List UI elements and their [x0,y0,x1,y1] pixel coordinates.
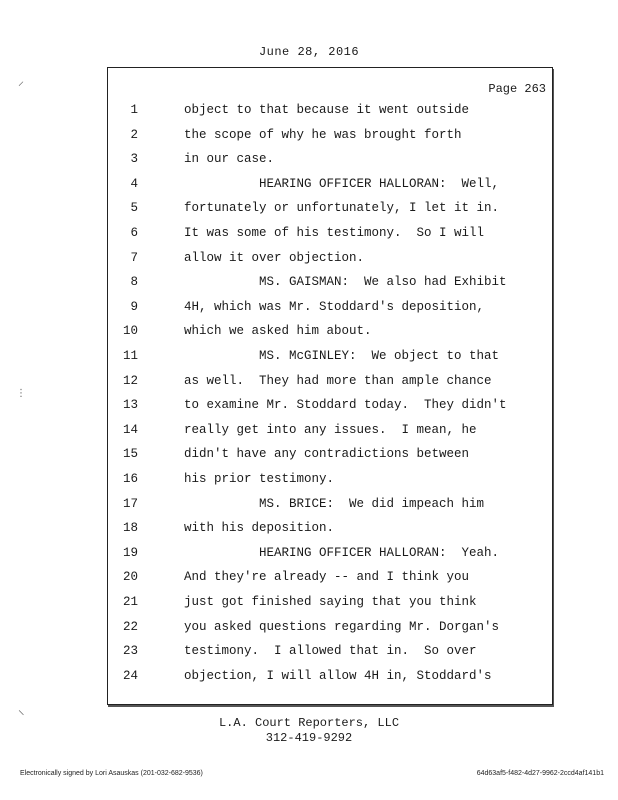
line-number: 13 [122,398,138,413]
line-number: 17 [122,496,138,511]
transcript-line [0,469,618,489]
line-text: fortunately or unfortunately, I let it in. [184,201,500,216]
line-number: 1 [130,103,138,117]
transcript-line [0,100,618,120]
line-number: 11 [122,349,138,363]
line-number: 8 [130,275,138,290]
transcript-line [0,125,618,145]
transcript-line [0,174,618,194]
line-number: 7 [130,250,138,265]
line-number: 14 [122,422,138,437]
transcript-line [0,494,618,514]
line-number: 12 [122,373,138,388]
line-number: 10 [122,324,138,339]
line-text: which we asked him about. [184,324,372,339]
line-number: 6 [130,226,138,240]
line-text: MS. McGINLEY: We object to that [184,349,500,363]
line-text: his prior testimony. [184,472,335,486]
transcript-line [0,321,618,341]
line-text: And they're already -- and I think you [184,570,470,585]
line-text: really get into any issues. I mean, he [184,422,477,437]
line-text: with his deposition. [184,521,335,536]
transcript-line [0,543,618,563]
line-number: 22 [122,619,138,634]
line-text: to examine Mr. Stoddard today. They didn't [184,398,507,413]
transcript-line [0,371,618,391]
line-number: 9 [130,299,138,314]
transcript-line [0,420,618,440]
transcript-line [0,149,618,169]
transcript-line [0,666,618,686]
electronic-signature: Electronically signed by Lori Asauskas (201-032-682-9536) [20,770,203,777]
transcript-line [0,592,618,612]
scan-mark-middle-icon: ⋮ [16,388,26,399]
line-number: 21 [122,595,138,609]
line-text: HEARING OFFICER HALLORAN: Well, [184,176,500,191]
line-text: object to that because it went outside [184,103,470,117]
line-text: you asked questions regarding Mr. Dorgan's [184,619,500,634]
scan-mark-top-icon: ⸝ [18,74,25,88]
court-reporter-phone: 312-419-9292 [265,731,353,745]
line-number: 23 [122,644,138,659]
line-text: HEARING OFFICER HALLORAN: Yeah. [184,545,500,560]
line-text: 4H, which was Mr. Stoddard's deposition, [184,299,485,314]
line-text: MS. BRICE: We did impeach him [184,496,485,511]
scan-mark-bottom-icon: ⸜ [18,703,25,718]
line-text: just got finished saying that you think [184,595,477,609]
transcript-line [0,518,618,538]
line-text: MS. GAISMAN: We also had Exhibit [184,275,507,290]
transcript-line [0,567,618,587]
line-text: the scope of why he was brought forth [184,127,462,142]
page-number: Page 263 [488,82,546,96]
document-hash: 64d63af5-f482-4d27-9962-2ccd4af141b1 [476,770,604,777]
line-number: 4 [130,176,138,191]
line-number: 15 [122,447,138,462]
line-text: didn't have any contradictions between [184,447,470,462]
transcript-line [0,346,618,366]
line-text: objection, I will allow 4H in, Stoddard's [184,668,492,683]
line-number: 5 [130,201,138,216]
transcript-line [0,248,618,268]
line-number: 24 [122,668,138,683]
transcript-line [0,641,618,661]
transcript-line [0,198,618,218]
line-text: as well. They had more than ample chance [184,373,492,388]
line-text: allow it over objection. [184,250,365,265]
transcript-date: June 28, 2016 [258,45,360,59]
transcript-line [0,223,618,243]
line-number: 20 [122,570,138,585]
line-number: 16 [122,472,138,486]
line-number: 3 [130,152,138,167]
line-text: It was some of his testimony. So I will [184,226,485,240]
line-number: 18 [122,521,138,536]
transcript-line [0,297,618,317]
line-number: 2 [130,127,138,142]
transcript-line [0,444,618,464]
transcript-line [0,272,618,292]
transcript-line [0,395,618,415]
line-text: in our case. [184,152,275,167]
line-number: 19 [122,545,138,560]
transcript-line [0,617,618,637]
court-reporter-name: L.A. Court Reporters, LLC [218,716,400,730]
line-text: testimony. I allowed that in. So over [184,644,477,659]
